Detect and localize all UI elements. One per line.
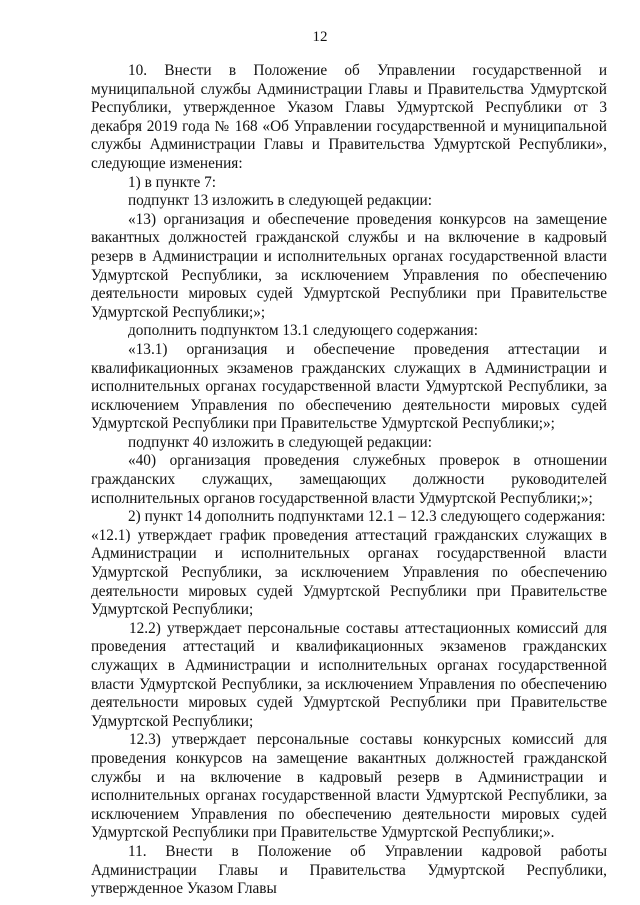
paragraph-subitem-2: 2) пункт 14 дополнить подпунктами 12.1 – 12.3 следующего содержания: [128,508,606,526]
paragraph-item-10: 10. Внести в Положение об Управлении государственной и муниципальной службы Администрации Главы и Правительства Удмуртской Республики, утвержденное Указом Главы Удмуртской Республики от 3 декабря 2019 года № 168 «Об Управлении государственной и муниципальной службы Администрации Главы и Правительства Удмуртской Республики», следующие изменения: [91,62,607,172]
paragraph-instruction: подпункт 13 изложить в следующей редакции: [128,192,432,210]
paragraph-instruction: дополнить подпунктом 13.1 следующего содержания: [128,322,478,340]
paragraph-quote-40: «40) организация проведения служебных проверок в отношении гражданских служащих, замещающих должности руководителей исполнительных органов государственной власти Удмуртской Республики;»; [91,452,607,507]
paragraph-item-11: 11. Внести в Положение об Управлении кадровой работы Администрации Главы и Правительства Удмуртской Республики, утвержденное Указом Главы [91,842,607,898]
document-body [91,62,607,899]
paragraph-quote-13: «13) организация и обеспечение проведения конкурсов на замещение вакантных должностей гражданской службы и на включение в кадровый резерв в Администрации и исполнительных органах государственной власти Удмуртской Республики, за исключением Управления по обеспечению деятельности мировых судей Удмуртской Республики при Правительстве Удмуртской Республики;»; [91,210,607,321]
paragraph-instruction: подпункт 40 изложить в следующей редакции: [128,433,432,451]
paragraph-subitem-1: 1) в пункте 7: [128,173,217,191]
paragraph-quote-12-2: 12.2) утверждает персональные составы аттестационных комиссий для проведения аттестаций и квалификационных экзаменов гражданских служащих в Администрации и исполнительных органах государственной власти Удмуртской Республики, за исключением Управления по обеспечению деятельности мировых судей Удмуртской Республики при Правительстве Удмуртской Республики; [91,619,607,730]
page-number: 12 [312,29,328,45]
paragraph-quote-12-3: 12.3) утверждает персональные составы конкурсных комиссий для проведения конкурсов на замещение вакантных должностей гражданской службы и на включение в кадровый резерв в Администрации и исполнительных органах государственной власти Удмуртской Республики, за исключением Управления по обеспечению деятельности мировых судей Удмуртской Республики при Правительстве Удмуртской Республики;». [91,731,607,842]
paragraph-quote-13-1: «13.1) организация и обеспечение проведения аттестации и квалификационных экзаменов гражданских служащих в Администрации и исполнительных органах государственной власти Удмуртской Республики, за исключением Управления по обеспечению деятельности мировых судей Удмуртской Республики при Правительстве Удмуртской Республики;»; [91,340,607,433]
paragraph-quote-12-1: «12.1) утверждает график проведения аттестаций гражданских служащих в Администрации и исполнительных органах государственной власти Удмуртской Республики, за исключением Управления по обеспечению деятельности мировых судей Удмуртской Республики при Правительстве Удмуртской Республики; [91,526,607,619]
